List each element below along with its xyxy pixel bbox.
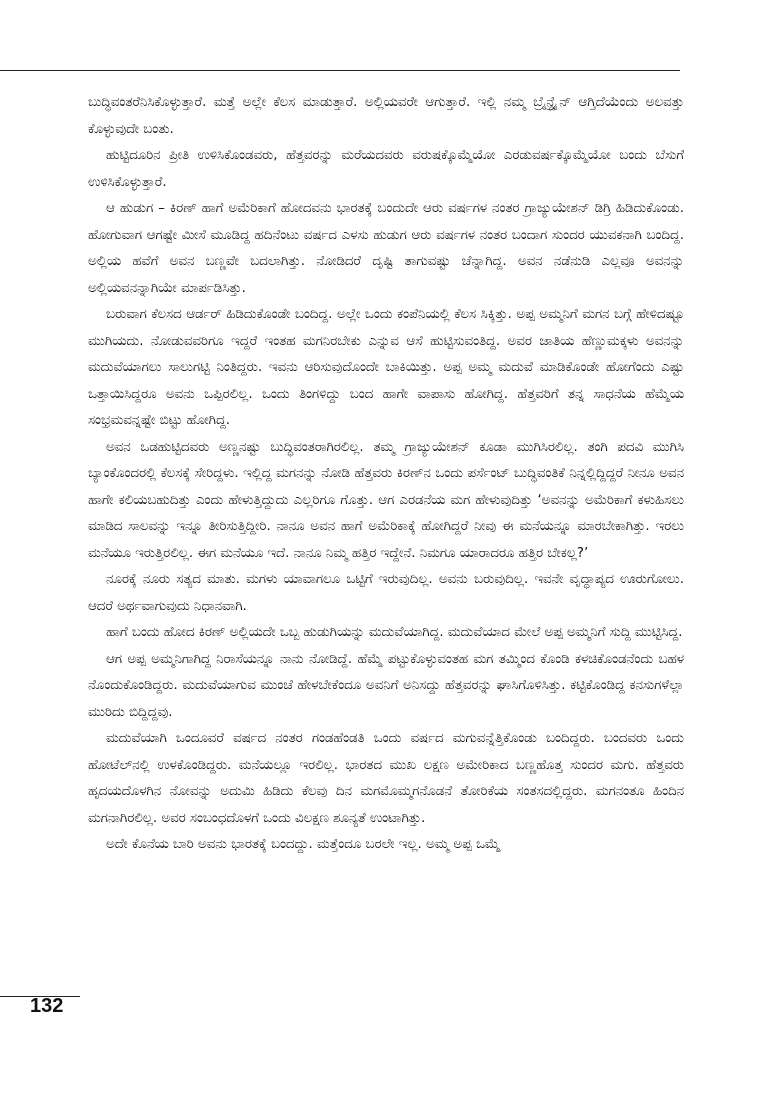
paragraph: ಮದುವೆಯಾಗಿ ಒಂದೂವರೆ ವರ್ಷದ ನಂತರ ಗಂಡಹೆಂಡತಿ ಒಂದು ವರ್ಷದ ಮಗುವನ್ನೆತ್ತಿಕೊಂಡು ಬಂದಿದ್ದರು. ಬಂದವರು ಒಂದು ಹೋಟೆಲ್‌ನಲ್ಲಿ ಉಳಕೊಂಡಿದ್ದರು. ಮನೆಯಲ್ಲೂ ಇರಲಿಲ್ಲ. ಭಾರತದ ಮುಖ ಲಕ್ಷಣ ಅಮೇರಿಕಾದ ಬಣ್ಣಹೊತ್ತ ಸುಂದರ ಮಗು. ಹೆತ್ತವರು ಹೃದಯದೊಳಗಿನ ನೋವನ್ನು ಅದುಮಿ ಹಿಡಿದು ಕೆಲವು ದಿನ ಮಗಮೊಮ್ಮಗನೊಡನೆ ತೋರಿಕೆಯ ಸಂತಸದಲ್ಲಿದ್ದರು. ಮಗನಂತೂ ಹಿಂದಿನ ಮಗನಾಗಿರಲಿಲ್ಲ. ಅವರ ಸಂಬಂಧದೊಳಗೆ ಒಂದು ವಿಲಕ್ಷಣ ಶೂನ್ಯತೆ ಉಂಟಾಗಿತ್ತು.	[88, 731, 684, 826]
paragraph: ಅವನ ಒಡಹುಟ್ಟಿದವರು ಅಣ್ಣನಷ್ಟು ಬುದ್ಧಿವಂತರಾಗಿರಲಿಲ್ಲ. ತಮ್ಮ ಗ್ರಾಜ್ಯುಯೇಶನ್ ಕೂಡಾ ಮುಗಿಸಿರಲಿಲ್ಲ. ತಂಗಿ ಪದವಿ ಮುಗಿಸಿ ಬ್ಯಾಂಕೊಂದರಲ್ಲಿ ಕೆಲಸಕ್ಕೆ ಸೇರಿದ್ದಳು. ಇಲ್ಲಿದ್ದ ಮಗನನ್ನು ನೋಡಿ ಹೆತ್ತವರು ಕಿರಣ್‌ನ ಒಂದು ಪರ್ಸೆಂಟ್ ಬುದ್ಧಿವಂತಿಕೆ ನಿನ್ನಲ್ಲಿದ್ದಿದ್ದರೆ ನೀನೂ ಅವನ ಹಾಗೇ ಕಲಿಯಬಹುದಿತ್ತು ಎಂದು ಹೇಳುತ್ತಿದ್ದುದು ಎಲ್ಲರಿಗೂ ಗೊತ್ತು. ಆಗ ಎರಡನೆಯ ಮಗ ಹೇಳುವುದಿತ್ತು ‘ಅವನನ್ನು ಅಮೆರಿಕಾಗೆ ಕಳುಹಿಸಲು ಮಾಡಿದ ಸಾಲವನ್ನು ಇನ್ನೂ ತೀರಿಸುತ್ತಿದ್ದೀರಿ. ನಾನೂ ಅವನ ಹಾಗೆ ಅಮೆರಿಕಾಕ್ಕೆ ಹೋಗಿದ್ದರೆ ನೀವು ಈ ಮನೆಯನ್ನೂ ಮಾರಬೇಕಾಗಿತ್ತು. ಇರಲು ಮನೆಯೂ ಇರುತ್ತಿರಲಿಲ್ಲ. ಈಗ ಮನೆಯೂ ಇದೆ. ನಾನೂ ನಿಮ್ಮ ಹತ್ತಿರ ಇದ್ದೇನೆ. ನಿಮಗೂ ಯಾರಾದರೂ ಹತ್ತಿರ ಬೇಕಲ್ಲ?’	[88, 439, 684, 561]
paragraph: ಬುದ್ಧಿವಂತರೆನಿಸಿಕೊಳ್ಳುತ್ತಾರೆ. ಮತ್ತೆ ಅಲ್ಲೇ ಕೆಲಸ ಮಾಡುತ್ತಾರೆ. ಅಲ್ಲಿಯವರೇ ಆಗುತ್ತಾರೆ. ಇಲ್ಲಿ ನಮ್ಮ ಬ್ರೈನ್ಡ್ರೈನ್ ಆಗ್ತಿದೆಯೆಂದು ಅಲವತ್ತು ಕೊಳ್ಳುವುದೇ ಬಂತು.	[88, 95, 684, 137]
page-number: 132	[30, 995, 64, 1017]
paragraph: ಅದೇ ಕೊನೆಯ ಬಾರಿ ಅವನು ಭಾರತಕ್ಕೆ ಬಂದದ್ದು. ಮತ್ತೆಂದೂ ಬರಲೇ ಇಲ್ಲ. ಅಮ್ಮ ಅಪ್ಪ ಒಮ್ಮೆ	[106, 837, 500, 852]
paragraph: ಆಗ ಅಪ್ಪ ಅಮ್ಮನಿಗಾಗಿದ್ದ ನಿರಾಸೆಯನ್ನೂ ನಾನು ನೋಡಿದ್ದೆ. ಹೆಮ್ಮೆ ಪಟ್ಟುಕೊಳ್ಳುವಂತಹ ಮಗ ತಮ್ಮಿಂದ ಕೊಂಡಿ ಕಳಚಿಕೊಂಡನೆಂದು ಬಹಳ ನೊಂದುಕೊಂಡಿದ್ದರು. ಮದುವೆಯಾಗುವ ಮುಂಚೆ ಹೇಳಬೇಕೆಂದೂ ಅವನಿಗೆ ಅನಿಸದ್ದು ಹೆತ್ತವರನ್ನು ಘಾಸಿಗೊಳಿಸಿತ್ತು. ಕಟ್ಟಿಕೊಂಡಿದ್ದ ಕನಸುಗಳೆಲ್ಲಾ ಮುರಿದು ಬಿದ್ದಿದ್ದವು.	[88, 651, 684, 720]
paragraph: ನೂರಕ್ಕೆ ನೂರು ಸತ್ಯದ ಮಾತು. ಮಗಳು ಯಾವಾಗಲೂ ಒಟ್ಟಿಗೆ ಇರುವುದಿಲ್ಲ. ಅವನು ಬರುವುದಿಲ್ಲ. ಇವನೇ ವೃದ್ಧಾಪ್ಯದ ಊರುಗೋಲು. ಆದರೆ ಅರ್ಥವಾಗುವುದು ನಿಧಾನವಾಗಿ.	[88, 572, 684, 614]
page-body	[88, 90, 684, 859]
paragraph: ಬರುವಾಗ ಕೆಲಸದ ಆರ್ಡರ್ ಹಿಡಿದುಕೊಂಡೇ ಬಂದಿದ್ದ. ಅಲ್ಲೇ ಒಂದು ಕಂಪೆನಿಯಲ್ಲಿ ಕೆಲಸ ಸಿಕ್ಕಿತ್ತು. ಅಪ್ಪ ಅಮ್ಮನಿಗೆ ಮಗನ ಬಗ್ಗೆ ಹೇಳಿದಷ್ಟೂ ಮುಗಿಯದು. ನೋಡುವವರಿಗೂ ಇದ್ದರೆ ಇಂತಹ ಮಗನಿರಬೇಕು ಎನ್ನುವ ಆಸೆ ಹುಟ್ಟಿಸುವಂತಿದ್ದ. ಅವರ ಜಾತಿಯ ಹೆಣ್ಣುಮಕ್ಕಳು ಅವನನ್ನು ಮದುವೆಯಾಗಲು ಸಾಲುಗಟ್ಟಿ ನಿಂತಿದ್ದರು. ಇವನು ಆರಿಸುವುದೊಂದೇ ಬಾಕಿಯಿತ್ತು. ಅಪ್ಪ ಅಮ್ಮ ಮದುವೆ ಮಾಡಿಕೊಂಡೇ ಹೋಗೆಂದು ಎಷ್ಟು ಒತ್ತಾಯಿಸಿದ್ದರೂ ಅವನು ಒಪ್ಪಿರಲಿಲ್ಲ. ಒಂದು ತಿಂಗಳಿದ್ದು ಬಂದ ಹಾಗೇ ವಾಪಾಸು ಹೋಗಿದ್ದ. ಹೆತ್ತವರಿಗೆ ತನ್ನ ಸಾಧನೆಯ ಹೆಮ್ಮೆಯ ಸಂಭ್ರಮವನ್ನಷ್ಟೇ ಬಿಟ್ಟು ಹೋಗಿದ್ದ.	[88, 307, 684, 428]
paragraph: ಆ ಹುಡುಗ – ಕಿರಣ್ ಹಾಗೆ ಅಮೆರಿಕಾಗೆ ಹೋದವನು ಭಾರತಕ್ಕೆ ಬಂದುದೇ ಆರು ವರ್ಷಗಳ ನಂತರ ಗ್ರಾಜ್ಯುಯೇಶನ್ ಡಿಗ್ರಿ ಹಿಡಿದುಕೊಂಡು. ಹೋಗುವಾಗ ಆಗಷ್ಟೇ ಮೀಸೆ ಮೂಡಿದ್ದ ಹದಿನೆಂಟು ವರ್ಷದ ಎಳಸು ಹುಡುಗ ಆರು ವರ್ಷಗಳ ನಂತರ ಬಂದಾಗ ಸುಂದರ ಯುವಕನಾಗಿ ಬಂದಿದ್ದ. ಅಲ್ಲಿಯ ಹವೆಗೆ ಅವನ ಬಣ್ಣವೇ ಬದಲಾಗಿತ್ತು. ನೋಡಿದರೆ ದೃಷ್ಟಿ ತಾಗುವಷ್ಟು ಚೆನ್ನಾಗಿದ್ದ. ಅವನ ನಡೆನುಡಿ ಎಲ್ಲವೂ ಅವನನ್ನು ಅಲ್ಲಿಯವನನ್ನಾಗಿಯೇ ಮಾರ್ಪಡಿಸಿತ್ತು.	[88, 201, 684, 296]
paragraph: ಹುಟ್ಟಿದೂರಿನ ಪ್ರೀತಿ ಉಳಿಸಿಕೊಂಡವರು, ಹೆತ್ತವರನ್ನು ಮರೆಯದವರು ವರುಷಕ್ಕೊಮ್ಮೆಯೋ ಎರಡುವರ್ಷಕ್ಕೊಮ್ಮೆಯೋ ಬಂದು ಬೆಸುಗೆ ಉಳಿಸಿಕೊಳ್ಳುತ್ತಾರೆ.	[88, 148, 684, 190]
paragraph: ಹಾಗೆ ಬಂದು ಹೋದ ಕಿರಣ್ ಅಲ್ಲಿಯದೇ ಒಬ್ಬ ಹುಡುಗಿಯನ್ನು ಮದುವೆಯಾಗಿದ್ದ. ಮದುವೆಯಾದ ಮೇಲೆ ಅಪ್ಪ ಅಮ್ಮನಿಗೆ ಸುದ್ದಿ ಮುಟ್ಟಿಸಿದ್ದ.	[106, 625, 683, 640]
header-rule	[0, 70, 680, 71]
